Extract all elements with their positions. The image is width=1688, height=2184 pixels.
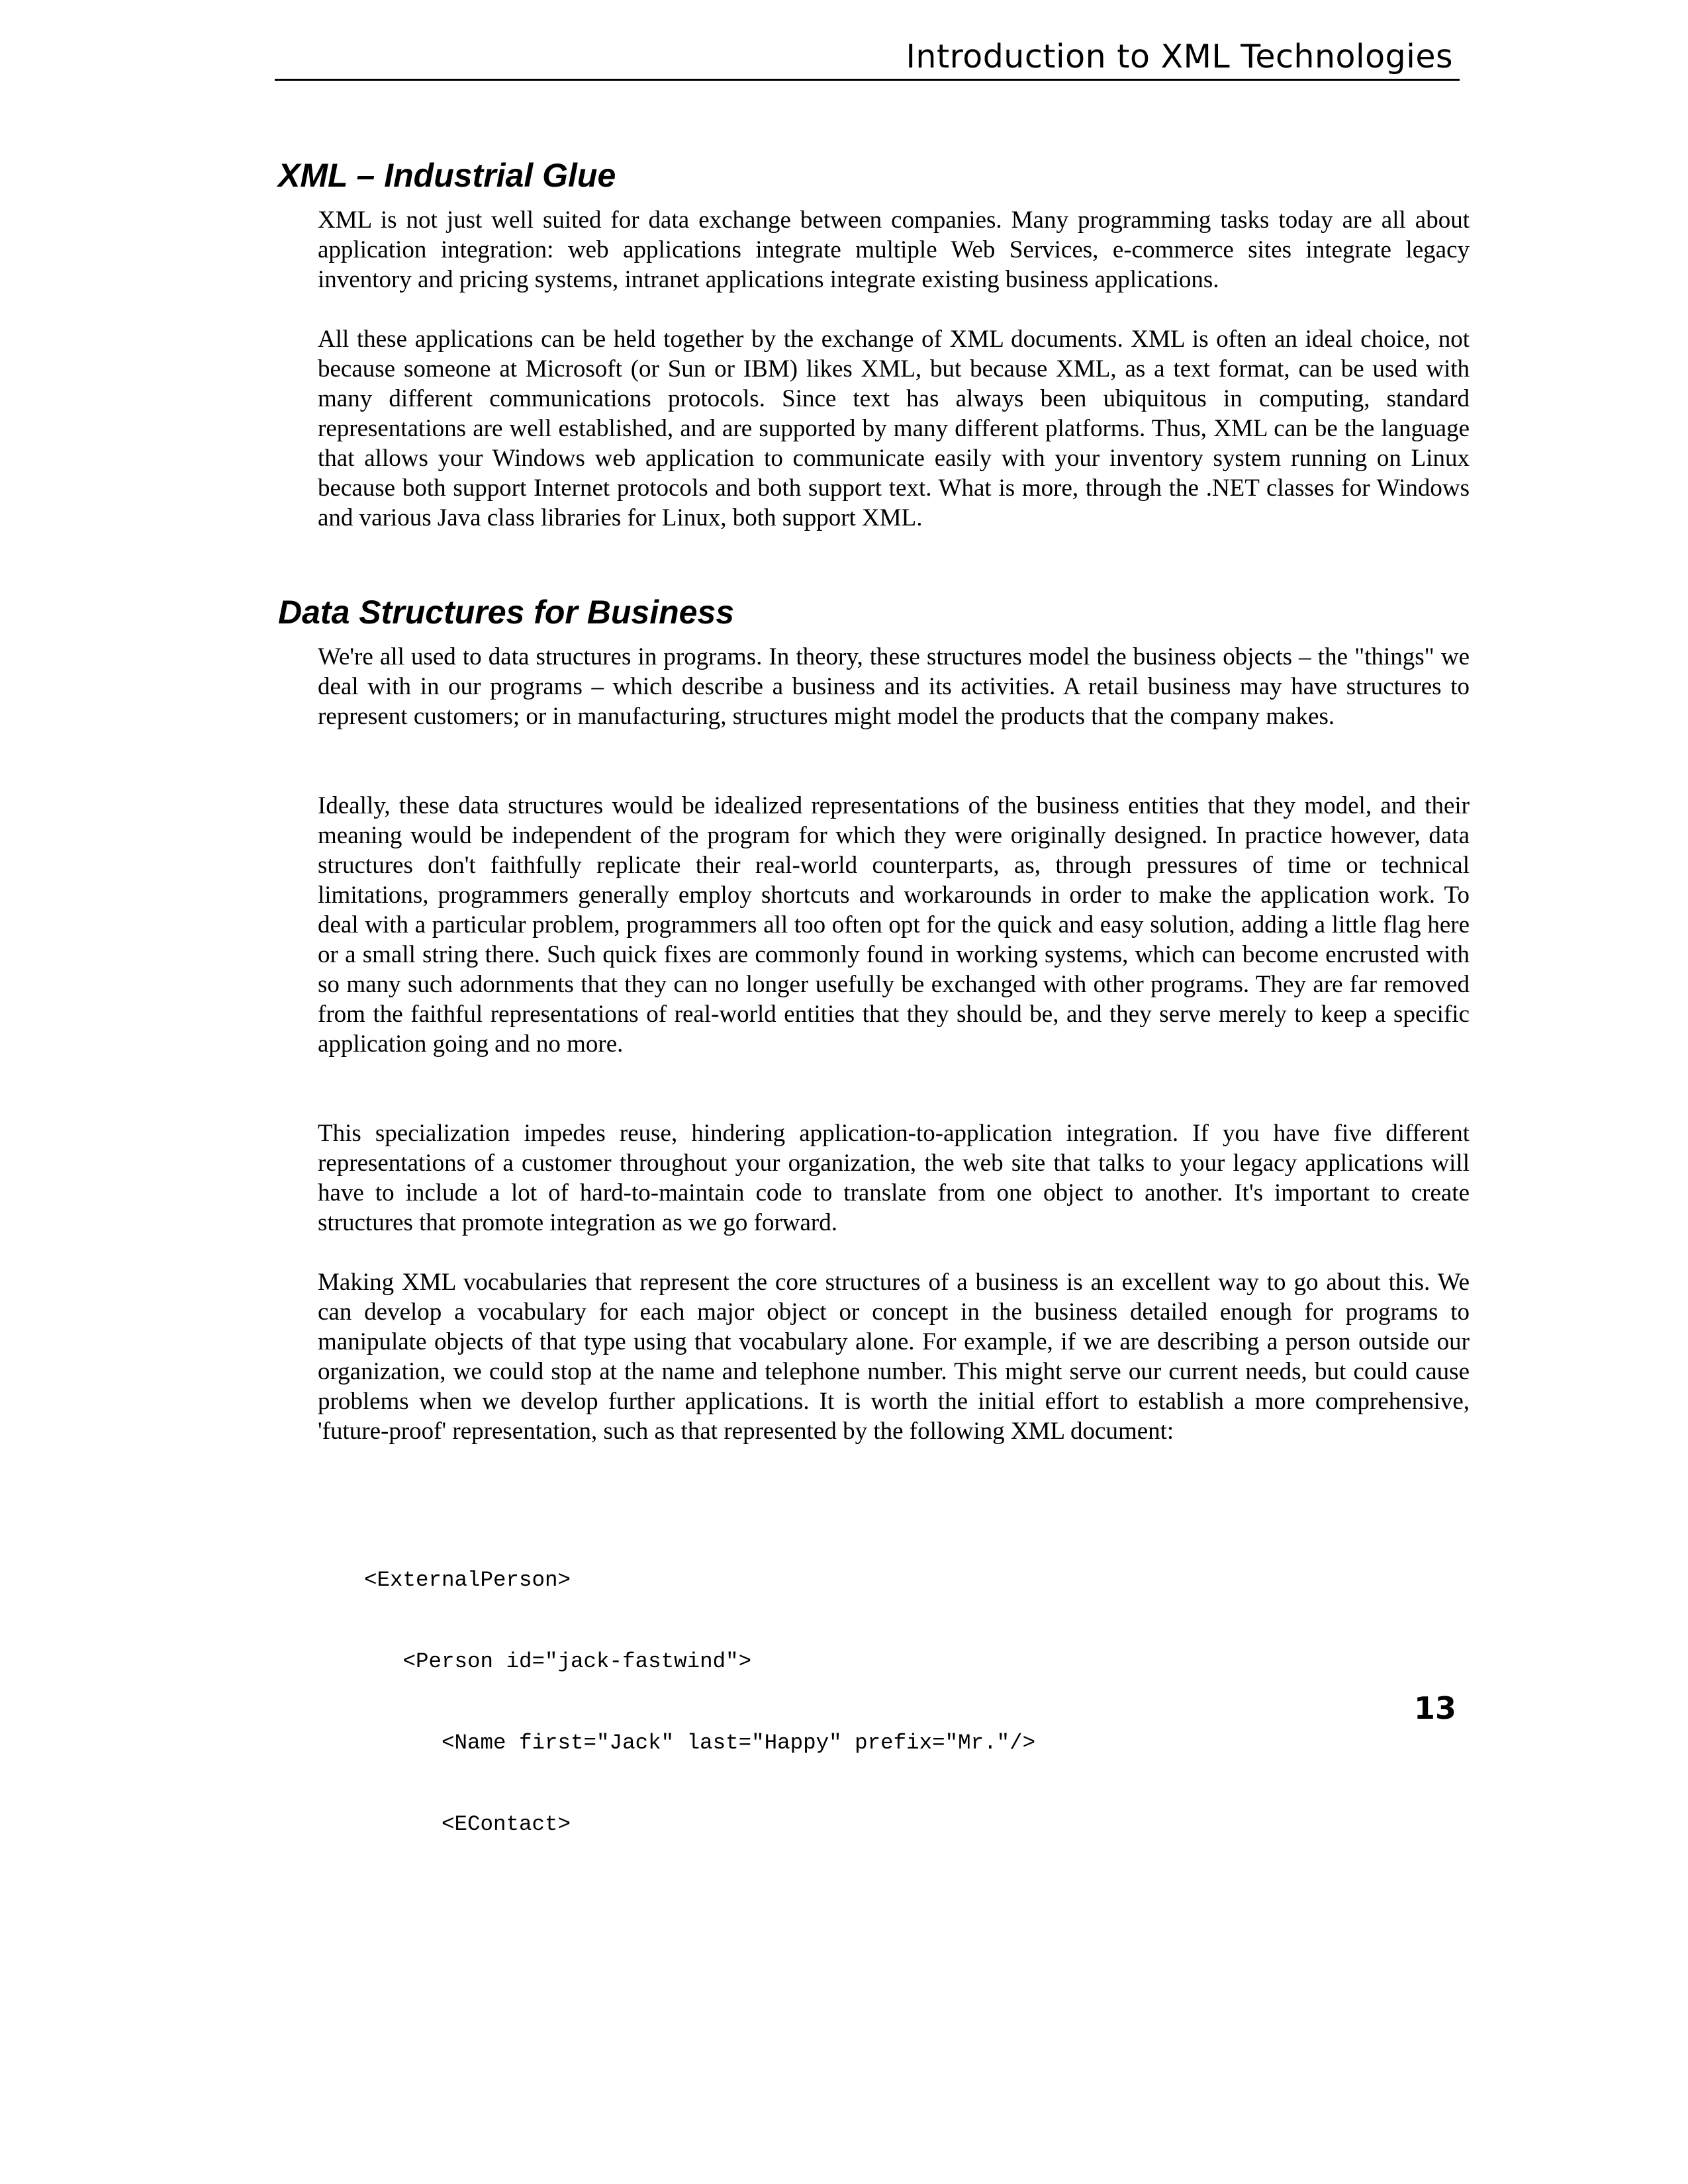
- paragraph: Ideally, these data structures would be idealized representations of the business entities that they model, and their meaning would be independent of the program for which they were originally designed. In practice however, data structures don't faithfully replicate their real-world counterparts, as, through pressures of time or technical limitations, programmers generally employ shortcuts and workarounds in order to make the application work. To deal with a particular problem, programmers all too often opt for the quick and easy solution, adding a little flag here or a small string there. Such quick fixes are commonly found in working systems, which can become encrusted with so many such adornments that they can no longer usefully be exchanged with other programs. They are far removed from the faithful representations of real-world entities that they should be, and they serve merely to keep a specific application going and no more.: [318, 792, 1470, 1058]
- section-heading-data-structures: Data Structures for Business: [278, 594, 735, 631]
- running-header: [275, 33, 1460, 81]
- code-line: <EContact>: [364, 1812, 571, 1837]
- running-header-title: Introduction to XML Technologies: [906, 38, 1453, 75]
- paragraph: This specialization impedes reuse, hindering application-to-application integration. If you have five different representations of a customer throughout your organization, the web site that talks to your legacy applications will have to include a lot of hard-to-maintain code to translate from one object to another. It's important to create structures that promote integration as we go forward.: [318, 1120, 1470, 1236]
- page-number: 13: [1413, 1690, 1456, 1726]
- paragraph: All these applications can be held together by the exchange of XML documents. XML is often an ideal choice, not because someone at Microsoft (or Sun or IBM) likes XML, but because XML, as a text format, can be used with many different communications protocols. Since text has always been ubiquitous in computing, standard representations are well established, and are supported by many different platforms. Thus, XML can be the language that allows your Windows web application to communicate easily with your inventory system running on Linux because both support Internet protocols and both support text. What is more, through the .NET classes for Windows and various Java class libraries for Linux, both support XML.: [318, 326, 1470, 531]
- paragraph: Making XML vocabularies that represent the core structures of a business is an excellent way to go about this. We can develop a vocabulary for each major object or concept in the business detailed enough for programs to manipulate objects of that type using that vocabulary alone. For example, if we are describing a person outside our organization, we could stop at the name and telephone number. This might serve our current needs, but could cause problems when we develop further applications. It is worth the initial effort to establish a more comprehensive, 'future-proof' representation, such as that represented by the following XML document:: [318, 1269, 1470, 1445]
- code-line: <Person id="jack-fastwind">: [364, 1649, 752, 1674]
- paragraph: XML is not just well suited for data exchange between companies. Many programming tasks today are all about application integration: web applications integrate multiple Web Services, e-commerce sites integrate legacy inventory and pricing systems, intranet applications integrate existing business applications.: [318, 206, 1470, 293]
- paragraph: We're all used to data structures in programs. In theory, these structures model the business objects – the "things" we deal with in our programs – which describe a business and its activities. A retail business may have structures to represent customers; or in manufacturing, structures might model the products that the company makes.: [318, 643, 1470, 730]
- code-listing: [364, 1512, 1035, 1892]
- code-line: <ExternalPerson>: [364, 1568, 571, 1592]
- code-line: <Name first="Jack" last="Happy" prefix="Mr."/>: [364, 1731, 1036, 1755]
- section-heading-industrial-glue: XML – Industrial Glue: [278, 157, 616, 194]
